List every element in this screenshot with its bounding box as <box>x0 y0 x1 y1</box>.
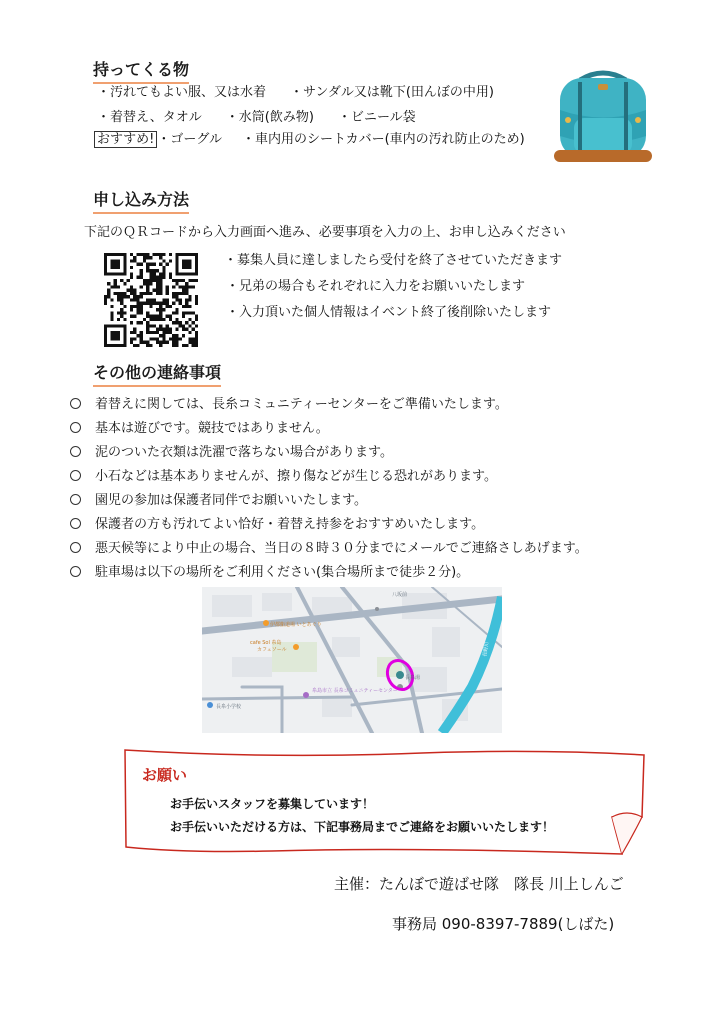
other-item-6: 保護者の方も汚れてよい恰好・着替え持参をおすすめいたします。 <box>70 517 484 533</box>
map-label-store: 伊都鮨道場 いとあぐり <box>270 622 322 628</box>
map-label-bus: 長糸湯 <box>405 675 421 681</box>
other-heading: その他の連絡事項 <box>93 360 221 383</box>
notice-title: お願い <box>142 766 188 784</box>
notice-line-1: お手伝いスタッフを募集しています！ <box>170 797 375 811</box>
office-contact: 事務局 090-8397-7889(しばた) <box>392 915 615 933</box>
other-item-5: 園児の参加は保護者同伴でお願いいたします。 <box>70 493 367 509</box>
other-item-2: 基本は遊びです。競技ではありません。 <box>70 421 329 437</box>
bring-row-2: ・着替え、タオル ・水筒(飲み物) ・ビニール袋 <box>97 110 416 125</box>
apply-bullet-1: ・募集人員に達しましたら受付を終了させていただきます <box>224 253 563 268</box>
map-label-school: 長糸小学校 <box>216 704 242 710</box>
backpack-illustration <box>548 70 658 166</box>
qr-code[interactable] <box>104 253 198 347</box>
map-label-top: 八坂前 <box>392 592 408 598</box>
apply-heading: 申し込み方法 <box>93 187 189 210</box>
other-item-7: 悪天候等により中止の場合、当日の８時３０分までにメールでご連絡さしあげます。 <box>70 541 588 557</box>
parking-map[interactable] <box>202 587 502 733</box>
apply-intro: 下記のＱＲコードから入力画面へ進み、必要事項を入力の上、お申し込みください <box>84 225 566 240</box>
bring-row-1: ・汚れてもよい服、又は水着 ・サンダル又は靴下(田んぼの中用) <box>97 85 494 100</box>
map-label-river: 長野川 <box>482 641 491 658</box>
other-item-3: 泥のついた衣類は洗濯で落ちない場合があります。 <box>70 445 393 461</box>
apply-bullet-2: ・兄弟の場合もそれぞれに入力をお願いいたします <box>226 279 526 294</box>
bring-row-3: おすすめ! ・ゴーグル ・車内用のシートカバー(車内の汚れ防止のため) <box>94 132 525 148</box>
other-item-8: 駐車場は以下の場所をご利用ください(集合場所まで徒歩２分)。 <box>70 565 469 581</box>
bring-heading: 持ってくる物 <box>93 57 189 80</box>
recommend-label: おすすめ! <box>94 131 157 148</box>
map-label-center: 糸島市立 長糸コミュニティーセンター <box>312 688 398 694</box>
notice-line-2: お手伝いいただける方は、下記事務局までご連絡をお願いいたします！ <box>170 820 555 834</box>
map-label-cafe2: カフェソール <box>257 647 287 653</box>
other-item-1: 着替えに関しては、長糸コミュニティーセンターをご準備いたします。 <box>70 397 508 413</box>
map-label-cafe: cafe Sol 糸島 <box>250 640 282 646</box>
organizer-text: 主催：たんぼで遊ばせ隊 隊長 川上しんご <box>334 875 624 893</box>
apply-bullet-3: ・入力頂いた個人情報はイベント終了後削除いたします <box>226 305 552 320</box>
other-item-4: 小石などは基本ありませんが、擦り傷などが生じる恐れがあります。 <box>70 469 497 485</box>
